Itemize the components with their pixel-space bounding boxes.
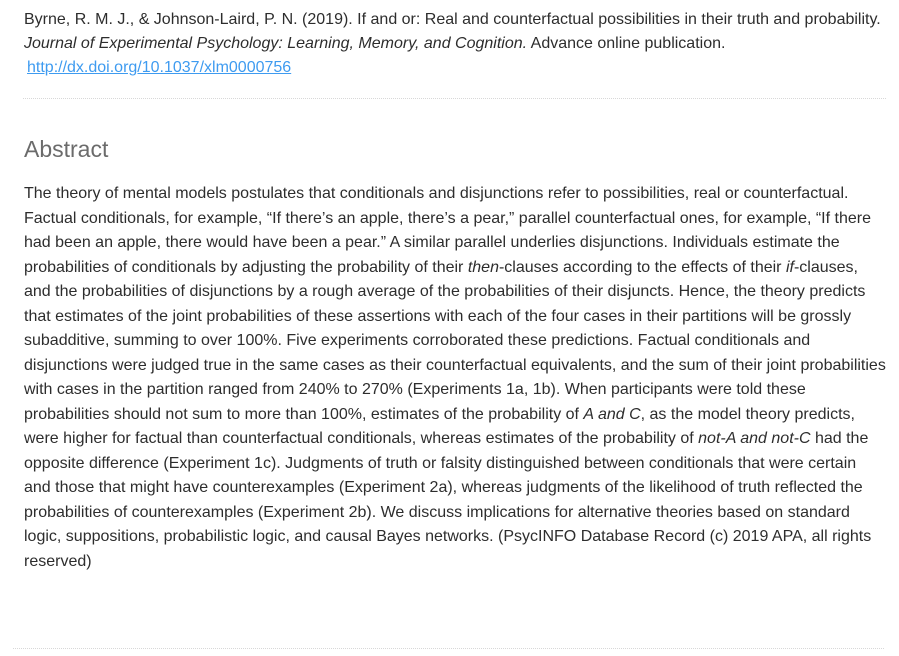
citation-journal-title: Journal of Experimental Psychology: Learning, Memory, and Cognition. — [24, 35, 528, 52]
abstract-segment: The theory of mental models postulates that conditionals and disjunctions refer to possibilities, real or counterfactual. Factual conditionals, for example, “If there’s an apple, there’s a pear,” parallel counterfactual ones, for example, “If there had been an apple, there would have been a pear.” A similar parallel underlies disjunctions. Individuals estimate the probabilities of conditionals by adjusting the probability of their — [24, 185, 871, 276]
abstract-paragraph — [24, 182, 886, 574]
abstract-segment: had the opposite difference (Experiment 1c). Judgments of truth or falsity distinguished between conditionals that were certain and those that might have counterexamples (Experiment 2a), whereas judgments of the likelihood of truth reflected the probabilities of counterexamples (Experiment 2b). We discuss implications for alternative theories based on standard logic, suppositions, probabilistic logic, and causal Bayes networks. (PsycINFO Database Record (c) 2019 APA, all rights reserved) — [24, 430, 872, 570]
abstract-heading: Abstract — [24, 136, 109, 162]
section-divider-bottom — [13, 648, 884, 649]
citation-authors-title: Byrne, R. M. J., & Johnson-Laird, P. N. (2019). If and or: Real and counterfactual possibilities in their truth and probability. — [24, 11, 881, 28]
doi-link[interactable]: http://dx.doi.org/10.1037/xlm0000756 — [27, 59, 292, 76]
citation-publication-note: Advance online publication. — [527, 35, 726, 52]
abstract-italic-term: A and C — [583, 405, 641, 423]
abstract-segment: -clauses, and the probabilities of disjunctions by a rough average of the probabilities of their disjuncts. Hence, the theory predicts that estimates of the joint probabilities of these assertions with each of the four cases in their partitions will be grossly subadditive, summing to over 100%. Five experiments corroborated these predictions. Factual conditionals and disjunctions were judged true in the same cases as their counterfactual equivalents, and the sum of their joint probabilities with cases in the partition ranged from 240% to 270% (Experiments 1a, 1b). When participants were told these probabilities should not sum to more than 100%, estimates of the probability of — [24, 258, 886, 423]
abstract-segment: -clauses according to the effects of their — [498, 258, 786, 276]
abstract-italic-term: not-A and not-C — [698, 430, 811, 447]
section-divider-top — [23, 98, 886, 99]
abstract-italic-term: then — [467, 258, 499, 276]
citation — [24, 8, 886, 56]
doi-line — [24, 56, 886, 80]
abstract-segment: , as the model theory predicts, were higher for factual than counterfactual conditionals, whereas estimates of the probability of — [24, 405, 855, 447]
abstract-italic-term: if — [785, 258, 794, 276]
